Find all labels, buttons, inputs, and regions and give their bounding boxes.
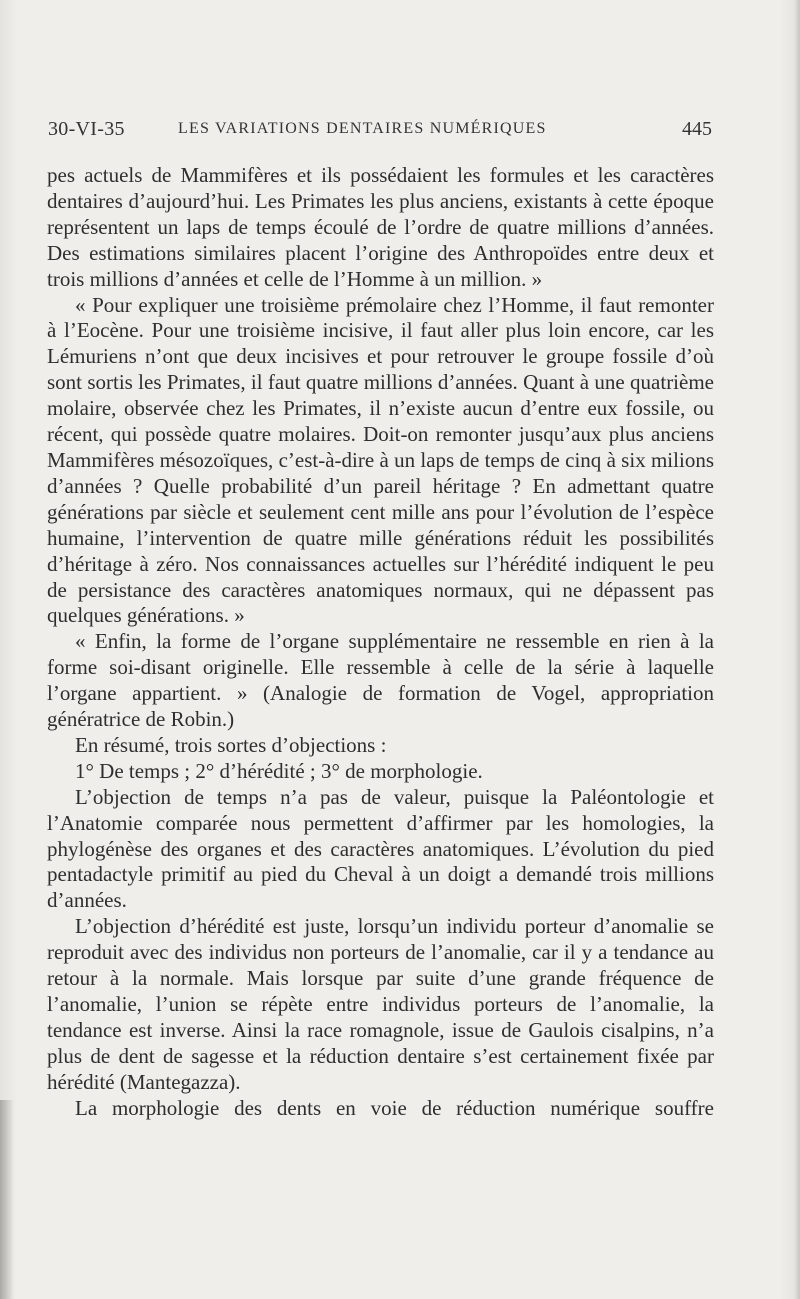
paragraph: « Enfin, la forme de l’organe supplémentaire ne ressemble en rien à la forme soi-disant originelle. Elle ressemble à celle de la série à laquelle l’organe appartient. » (Analogie de formation de Vogel, appropriation génératrice de Robin.) [47,629,714,732]
running-header [48,118,712,148]
paragraph: pes actuels de Mammifères et ils possédaient les formules et les caractères dentaires d’aujourd’hui. Les Primates les plus anciens, existants à cette époque représentent un laps de temps écoulé de l’ordre de quatre millions d’années. Des estimations similaires placent l’origine des Anthropoïdes entre deux et trois millions d’années et celle de l’Homme à un million. » [47,163,714,291]
paragraph: En résumé, trois sortes d’objections : [75,732,387,757]
paragraph: La morphologie des dents en voie de réduction numérique souffre [75,1095,714,1120]
body-text [47,163,714,1122]
binding-shadow [0,1100,14,1299]
header-title: LES VARIATIONS DENTAIRES NUMÉRIQUES [178,120,547,137]
page-number: 445 [682,118,712,140]
paragraph: L’objection de temps n’a pas de valeur, puisque la Paléontologie et l’Anatomie comparée nous permettent d’affirmer par les homologies, la phylogénèse des organes et des caractères anatomiques. L’évolution du pied pentadactyle primitif au pied du Cheval à un doigt a demandé trois millions d’années. [47,784,714,913]
paragraph: 1° De temps ; 2° d’hérédité ; 3° de morphologie. [75,758,483,783]
paragraph: L’objection d’hérédité est juste, lorsqu’un individu porteur d’anomalie se reproduit avec des individus non porteurs de l’anomalie, car il y a tendance au retour à la normale. Mais lorsque par suite d’une grande fréquence de l’anomalie, l’union se répète entre individus porteurs de l’anomalie, la tendance est inverse. Ainsi la race romagnole, issue de Gaulois cisalpins, n’a plus de dent de sagesse et la réduction dentaire s’est certainement fixée par hérédité (Mantegazza). [47,914,714,1094]
page-edge [794,0,800,1299]
header-date: 30-VI-35 [48,118,125,140]
paragraph: « Pour expliquer une troisième prémolaire chez l’Homme, il faut remonter à l’Eocène. Pour une troisième incisive, il faut aller plus loin encore, car les Lémuriens n’ont que deux incisives et pour retrouver le groupe fossile d’où sont sortis les Primates, il faut quatre millions d’années. Quant à une quatrième molaire, observée chez les Primates, il n’existe aucun d’entre eux fossile, ou récent, qui possède quatre molaires. Doit-on remonter jusqu’aux plus anciens Mammifères mésozoïques, c’est-à-dire à un laps de temps de cinq à six milions d’années ? Quelle probabilité d’un pareil héritage ? En admettant quatre générations par siècle et seulement cent mille ans pour l’évolution de l’espèce humaine, l’intervention de quatre mille générations réduit les possibilités d’héritage à zéro. Nos connaissances actuelles sur l’hérédité indiquent le peu de persistance des caractères anatomiques normaux, qui ne dépassent pas quelques générations. » [47,292,714,628]
